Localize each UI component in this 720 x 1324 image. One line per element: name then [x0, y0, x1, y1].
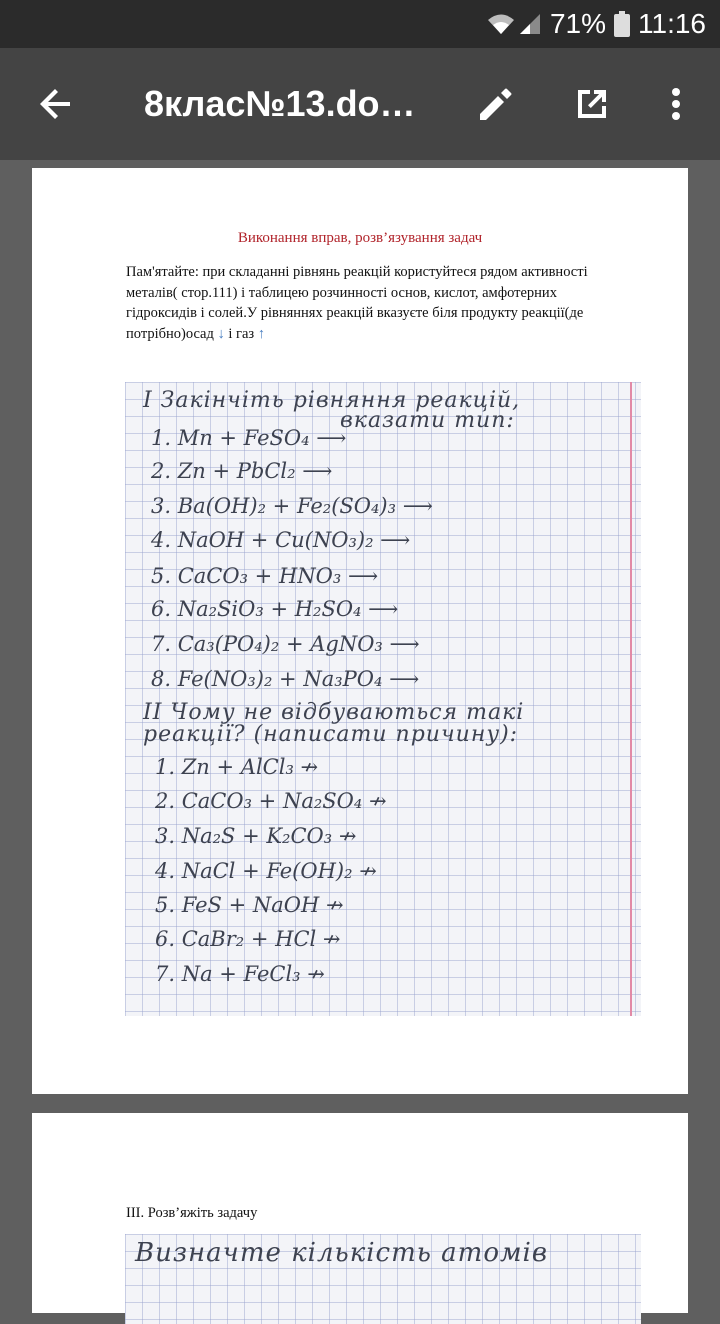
- document-page-1: [32, 168, 688, 1094]
- arrow-down-icon: ↓: [217, 325, 225, 342]
- status-icons: [486, 0, 706, 48]
- back-arrow-icon: [36, 84, 76, 124]
- wifi-icon: [486, 12, 516, 36]
- clock: 11:16: [638, 8, 706, 39]
- part1-title: I Закінчіть рівняння реакцій,: [143, 388, 521, 413]
- edit-button[interactable]: [468, 76, 524, 132]
- part2-line-5: 5. FeS + NaOH ↛: [155, 893, 344, 917]
- open-external-button[interactable]: [564, 76, 620, 132]
- more-options-button[interactable]: [648, 76, 704, 132]
- handwritten-notebook-image: [125, 382, 641, 1016]
- document-page-2: [32, 1113, 688, 1313]
- document-title: 8клас№13.do…: [144, 83, 416, 124]
- part1-line-6: 6. Na₂SiO₃ + H₂SO₄ ⟶: [151, 597, 399, 621]
- part1-line-3: 3. Ba(OH)₂ + Fe₂(SO₄)₃ ⟶: [151, 494, 433, 518]
- instructions-text: [126, 262, 626, 344]
- part2-line-4: 4. NaCl + Fe(OH)₂ ↛: [155, 859, 377, 883]
- status-bar: [0, 0, 720, 48]
- part2-title: II Чому не відбуваються такі: [143, 700, 525, 725]
- connectivity-icons: [486, 12, 542, 36]
- page-heading: Виконання вправ, розв’язування задач: [237, 230, 483, 246]
- part2-line-3: 3. Na₂S + K₂CO₃ ↛: [155, 824, 357, 848]
- part1-subtitle: вказати тип:: [340, 408, 515, 433]
- task-handwriting: Визначте кількість атомів: [135, 1238, 548, 1268]
- signal-icon: [518, 12, 542, 36]
- instructions-main: Пам'ятайте: при складанні рівнянь реакцій користуйтеся рядом активності металів( стор.111) і таблицею розчинності основ, кислот, амфотерних гідроксидів і солей.У рівняннях реакцій вказуєте біля продукту реакції(де потрібно)осад: [126, 264, 588, 342]
- battery-percent: 71%: [549, 8, 606, 39]
- part1-line-8: 8. Fe(NO₃)₂ + Na₃PO₄ ⟶: [151, 667, 420, 691]
- edit-pencil-icon: [476, 84, 516, 124]
- part1-line-2: 2. Zn + PbCl₂ ⟶: [151, 459, 333, 483]
- handwritten-task-image: [125, 1234, 641, 1324]
- part2-line-2: 2. CaCO₃ + Na₂SO₄ ↛: [155, 789, 387, 813]
- part1-line-4: 4. NaOH + Cu(NO₃)₂ ⟶: [151, 528, 411, 552]
- part1-line-5: 5. CaCO₃ + HNO₃ ⟶: [151, 564, 379, 588]
- arrow-up-icon: ↑: [257, 325, 266, 342]
- part1-line-7: 7. Ca₃(PO₄)₂ + AgNO₃ ⟶: [151, 632, 420, 656]
- part1-line-1: 1. Mn + FeSO₄ ⟶: [151, 426, 347, 450]
- gas-label: і газ: [228, 325, 255, 342]
- part2-line-6: 6. CaBr₂ + HCl ↛: [155, 927, 341, 951]
- back-button[interactable]: [28, 76, 84, 132]
- part2-subtitle: реакції? (написати причину):: [143, 722, 519, 747]
- more-vert-icon: [656, 84, 696, 124]
- open-external-icon: [572, 84, 612, 124]
- part2-line-7: 7. Na + FeCl₃ ↛: [155, 962, 325, 986]
- part2-line-1: 1. Zn + AlCl₃ ↛: [155, 755, 319, 779]
- app-bar: [0, 48, 720, 160]
- battery-icon: [614, 11, 630, 37]
- notebook-margin-line: [630, 382, 632, 1016]
- section-3-title: ІІІ. Розв’яжіть задачу: [126, 1205, 258, 1221]
